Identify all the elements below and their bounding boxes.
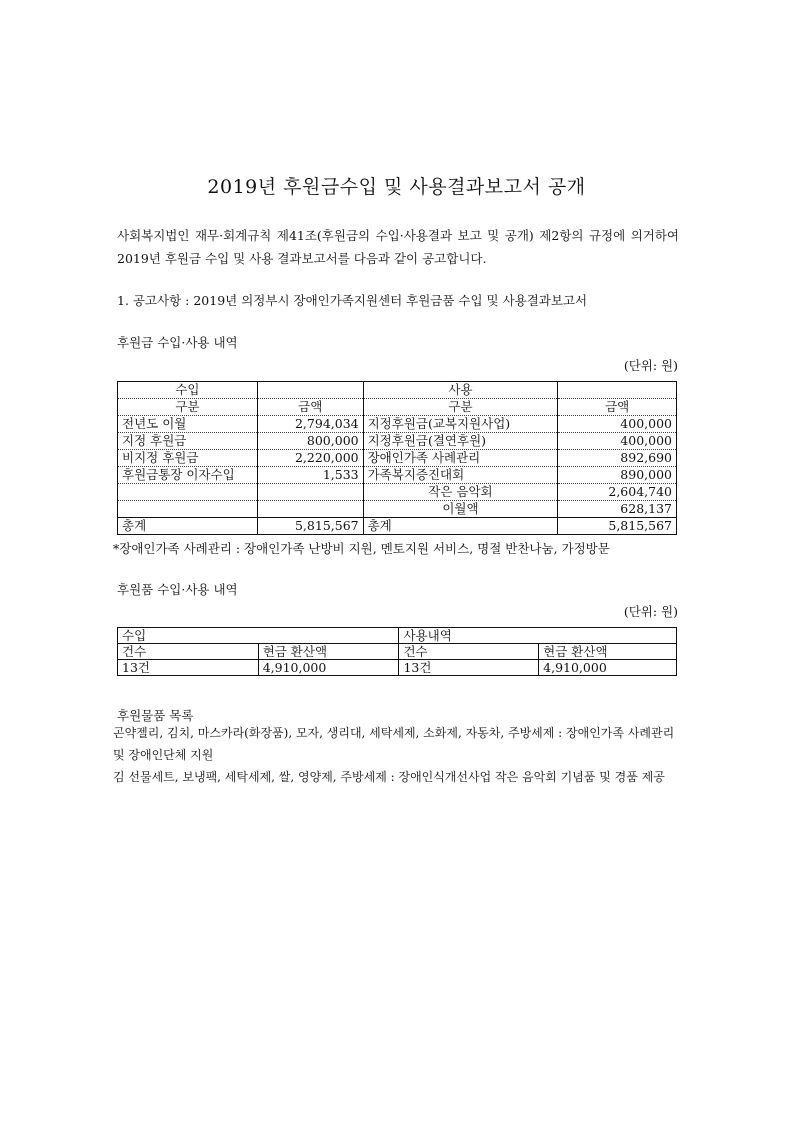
income-category [118,501,258,518]
income-category: 후원금통장 이자수입 [118,467,258,484]
table-subheader-row [118,644,677,660]
income-total-label: 총계 [118,518,258,535]
empty-header-cell [558,382,677,399]
usage-amount: 890,000 [558,467,677,484]
table-row [118,467,677,484]
usage-amount: 400,000 [558,433,677,450]
usage-category: 지정후원금(결연후원) [363,433,558,450]
table-row [118,484,677,501]
income-category: 전년도 이월 [118,416,258,433]
usage-amount: 628,137 [558,501,677,518]
table-row [118,450,677,467]
donation-money-table [117,381,677,535]
usage-header: 사용 [363,382,558,399]
goods-unit-label: (단위: 원) [623,604,678,619]
usage-category: 장애인가족 사례관리 [363,450,558,467]
usage-amount: 400,000 [558,416,677,433]
usage-category: 지정후원금(교복지원사업) [363,416,558,433]
goods-usage-count: 13건 [399,660,539,676]
intro-paragraph: 사회복지법인 재무·회계규칙 제41조(후원금의 수입·사용결과 보고 및 공개) 제2항의 규정에 의거하여 2019년 후원금 수입 및 사용 결과보고서를 다음과 같이 공고합니다. [117,228,679,266]
income-amount [257,484,363,501]
goods-list-line-2: 김 선물세트, 보냉팩, 세탁세제, 쌀, 영양제, 주방세제 : 장애인식개선사업 작은 음악회 기념품 및 경품 제공 [113,770,665,784]
table-row [118,501,677,518]
table-total-row [118,518,677,535]
usage-amount: 2,604,740 [558,484,677,501]
income-amount: 1,533 [257,467,363,484]
income-category: 비지정 후원금 [118,450,258,467]
usage-amount: 892,690 [558,450,677,467]
goods-list-heading: 후원물품 목록 [117,708,194,723]
income-amount: 2,220,000 [257,450,363,467]
usage-category: 가족복지증진대회 [363,467,558,484]
item-1-text: 1. 공고사항 : 2019년 의정부시 장애인가족지원센터 후원금품 수입 및 사용결과보고서 [117,293,588,308]
table-header-row [118,382,677,399]
goods-usage-value: 4,910,000 [539,660,677,676]
income-amount [257,501,363,518]
case-management-note: *장애인가족 사례관리 : 장애인가족 난방비 지원, 멘토지원 서비스, 명절 반찬나눔, 가정방문 [113,541,610,556]
income-amount: 2,794,034 [257,416,363,433]
empty-header-cell [257,382,363,399]
usage-category-header: 구분 [363,399,558,416]
income-category-header: 구분 [118,399,258,416]
goods-usage-header: 사용내역 [399,628,677,644]
table-row [118,416,677,433]
goods-usage-value-header: 현금 환산액 [539,644,677,660]
goods-income-count: 13건 [118,660,259,676]
income-header: 수입 [118,382,258,399]
goods-section-heading: 후원품 수입·사용 내역 [117,582,238,597]
goods-income-count-header: 건수 [118,644,259,660]
income-amount-header: 금액 [257,399,363,416]
money-unit-label: (단위: 원) [623,358,678,373]
document-title: 2019년 후원금수입 및 사용결과보고서 공개 [207,176,586,198]
income-amount: 800,000 [257,433,363,450]
usage-amount-header: 금액 [558,399,677,416]
usage-category: 작은 음악회 [363,484,558,501]
usage-total-label: 총계 [363,518,558,535]
usage-total-amount: 5,815,567 [558,518,677,535]
usage-category: 이월액 [363,501,558,518]
table-subheader-row [118,399,677,416]
income-category [118,484,258,501]
income-total-amount: 5,815,567 [257,518,363,535]
goods-list-line-1: 곤약젤리, 김치, 마스카라(화장품), 모자, 생리대, 세탁세제, 소화제, 자동차, 주방세제 : 장애인가족 사례관리 및 장애인단체 지원 [113,726,675,762]
income-category: 지정 후원금 [118,433,258,450]
goods-usage-count-header: 건수 [399,644,539,660]
table-row [118,660,677,676]
goods-income-header: 수입 [118,628,399,644]
donation-goods-table [117,627,677,676]
table-header-row [118,628,677,644]
money-section-heading: 후원금 수입·사용 내역 [117,335,238,350]
goods-income-value: 4,910,000 [258,660,399,676]
goods-income-value-header: 현금 환산액 [258,644,399,660]
table-row [118,433,677,450]
